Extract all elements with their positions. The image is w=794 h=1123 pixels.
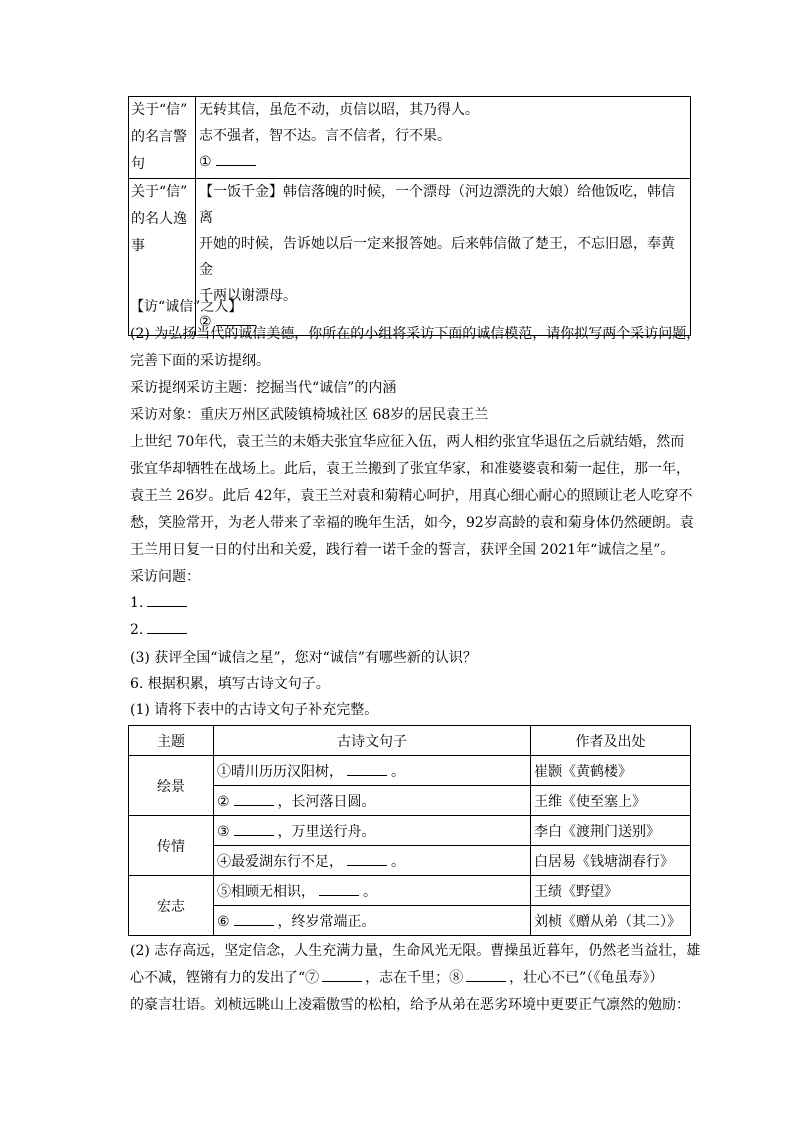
quote-line: 志不强者，智不达。言不信者，行不果。 [199,128,451,144]
label-line: 句 [131,156,145,172]
paragraph-line [130,967,663,987]
sentence-text: ⑤相顾无相识， [217,883,315,900]
paragraph-line: 愁，笑脸常开，为老人带来了幸福的晚年生活，如今，92岁高龄的袁和菊身体仍然硬朗。袁 [130,515,694,531]
paragraph-line: 王兰用日复一日的付出和关爱，践行着一诺千金的誓言，获评全国 2021年“诚信之星”。 [130,542,675,558]
table-row [129,846,691,876]
question-heading: 6. 根据积累，填写古诗文句子。 [130,676,330,692]
sentence-cell [214,906,531,936]
row-content-quotes [196,97,691,179]
sentence-cell [214,876,531,906]
sentence-text: 。 [363,883,377,900]
story-line: 千两以谢漂母。 [199,288,297,304]
label-line: 的名言警 [131,129,187,145]
header-theme: 主题 [129,726,214,756]
sentence-text: ③ [217,823,230,840]
header-source: 作者及出处 [531,726,691,756]
answer-blank[interactable] [216,151,256,166]
paragraph-line: (1) 请将下表中的古诗文句子补充完整。 [130,702,379,718]
paragraph-line: 采访对象：重庆万州区武陵镇椅城社区 68岁的居民袁王兰 [130,407,489,423]
answer-blank[interactable] [234,822,274,836]
paragraph-line: 的豪言壮语。刘桢远眺山上凌霜傲雪的松柏，给予从弟在恶劣环境中更要正气凛然的勉励： [130,997,690,1013]
answer-blank[interactable] [347,852,387,866]
paragraph-line: (2) 为弘扬当代的诚信美德，你所在的小组将采访下面的诚信模范，请你拟写两个采访问题， [130,326,701,342]
sentence-cell [214,816,531,846]
theme-cell: 传情 [129,816,214,876]
source-cell: 崔颢《黄鹤楼》 [531,756,691,786]
answer-blank[interactable] [234,792,274,806]
table-row [129,906,691,936]
quote-line: 无转其信，虽危不动，贞信以昭，其乃得人。 [199,102,479,118]
sentence-text: ，万里送行舟。 [277,823,376,840]
answer-blank[interactable] [234,912,274,926]
label-line: 事 [131,238,145,254]
label-line: 关于“信” [131,102,188,118]
source-cell: 王维《使至塞上》 [531,786,691,816]
sentence-cell [214,786,531,816]
answer-blank[interactable] [319,882,359,896]
sentence-text: ⑥ [217,913,230,930]
paragraph-line: 完善下面的采访提纲。 [130,353,270,369]
paragraph-line: 上世纪 70年代，袁王兰的未婚夫张宜华应征入伍，两人相约张宜华退伍之后就结婚，然而 [130,434,685,450]
source-cell: 李白《渡荆门送别》 [531,816,691,846]
row-content-anecdotes [196,179,691,336]
sentence-text: ①晴川历历汉阳树， [217,763,343,780]
sentence-text: ，终岁常端正。 [277,913,376,930]
paragraph-line: 采访问题： [130,569,200,585]
source-cell: 刘桢《赠从弟（其二）》 [531,906,691,936]
question-number: 1. [130,595,144,611]
paragraph-text: 心不减，铿锵有力的发出了“⑦ [130,970,320,986]
question-2 [130,620,187,638]
question-1 [130,593,187,611]
source-cell: 王绩《野望》 [531,876,691,906]
table-row [129,786,691,816]
table-row [129,97,691,179]
answer-blank[interactable] [347,762,387,776]
table-row [129,816,691,846]
answer-blank[interactable] [147,593,187,607]
theme-cell: 宏志 [129,876,214,936]
table-row [129,756,691,786]
blank-marker: ② [199,314,212,330]
story-line: 开她的时候，告诉她以后一定来报答她。后来韩信做了楚王，不忘旧恩，奉黄金 [199,236,675,278]
sentence-cell [214,756,531,786]
sentence-cell [214,846,531,876]
paragraph-text: ，志在千里；⑧ [365,970,464,986]
blank-marker: ① [199,154,212,170]
story-line: 【一饭千金】韩信落魄的时候，一个漂母（河边漂洗的大娘）给他饭吃，韩信离 [199,184,675,226]
sentence-text: ，长河落日圆。 [277,793,376,810]
paragraph-text: ，壮心不已”（《龟虽寿》） [509,970,664,986]
answer-blank[interactable] [322,968,362,982]
paragraph-line: 张宜华却牺牲在战场上。此后，袁王兰搬到了张宜华家，和准婆婆袁和菊一起住，那一年， [130,461,690,477]
sentence-text: 。 [391,763,405,780]
label-line: 关于“信” [131,184,188,200]
paragraph-line: (2) 志存高远，坚定信念，人生充满力量，生命风光无限。曹操虽近暮年，仍然老当益壮，雄 [130,943,701,959]
row-label-quotes [129,97,196,179]
section-heading: 【访“诚信”之人】 [130,299,243,315]
poetry-table [128,725,691,936]
answer-blank[interactable] [147,620,187,634]
theme-cell: 绘景 [129,756,214,816]
sentence-text: ② [217,793,230,810]
label-line: 的名人逸 [131,211,187,227]
source-cell: 白居易《钱塘湖春行》 [531,846,691,876]
sentence-text: ④最爱湖东行不足， [217,853,343,870]
sentence-text: 。 [391,853,405,870]
question-number: 2. [130,622,144,638]
fill-blank-line [199,149,687,175]
paragraph-line: 采访提纲采访主题：挖掘当代“诚信”的内涵 [130,380,397,396]
table-header-row [129,726,691,756]
table-row [129,876,691,906]
paragraph-line: 袁王兰 26岁。此后 42年，袁王兰对袁和菊精心呵护，用真心细心耐心的照顾让老人吃穿不 [130,488,693,504]
paragraph-line: (3) 获评全国“诚信之星”，您对“诚信”有哪些新的认识？ [130,650,477,666]
header-sentence: 古诗文句子 [214,726,531,756]
answer-blank[interactable] [466,968,506,982]
